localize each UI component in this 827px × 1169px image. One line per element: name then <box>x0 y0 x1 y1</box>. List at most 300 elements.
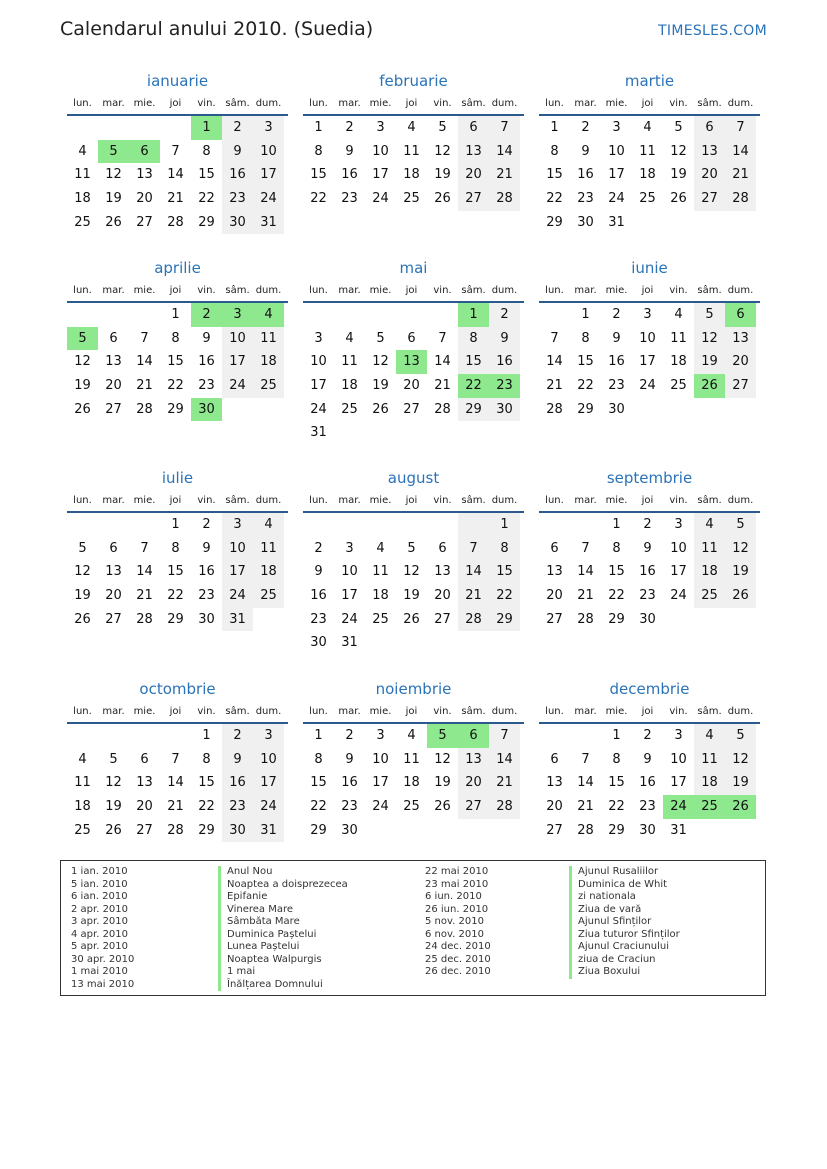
legend-entry: 4 apr. 2010 <box>71 928 129 940</box>
day-cell: 7 <box>438 330 447 346</box>
day-cell: 22 <box>577 378 594 394</box>
legend-entry: 2 apr. 2010 <box>71 903 129 915</box>
day-cell: 1 <box>171 517 180 532</box>
day-cell: 23 <box>198 588 215 604</box>
day-cell: 12 <box>725 537 756 561</box>
weekday-label: mar. <box>338 284 361 296</box>
day-cell: 5 <box>725 513 756 537</box>
weekday-label: mie. <box>605 284 628 296</box>
day-cell: 11 <box>639 143 656 159</box>
day-cell: 1 <box>581 307 590 322</box>
day-cell: 10 <box>670 751 687 767</box>
day-cell: 9 <box>345 143 354 159</box>
day-cell: 28 <box>458 608 489 632</box>
day-cell: 26 <box>725 584 756 608</box>
day-cell: 31 <box>310 425 327 441</box>
day-cell: 19 <box>105 799 122 815</box>
weekday-label: vin. <box>433 494 452 506</box>
day-cell: 9 <box>489 327 520 351</box>
day-cell: 10 <box>608 143 625 159</box>
day-cell: 16 <box>198 354 215 370</box>
day-cell: 10 <box>670 540 687 556</box>
month-name: februarie <box>379 72 448 90</box>
day-cell: 12 <box>74 354 91 370</box>
weekday-header <box>67 92 288 116</box>
day-cell: 28 <box>577 822 594 838</box>
empty-cell <box>489 421 520 445</box>
day-cell: 2 <box>643 728 652 743</box>
day-cell: 6 <box>140 751 149 767</box>
day-cell: 25 <box>253 374 284 398</box>
day-cell: 11 <box>670 330 687 346</box>
day-cell: 10 <box>310 354 327 370</box>
day-cell: 19 <box>434 167 451 183</box>
weekday-label: lun. <box>309 97 328 109</box>
weekday-label: vin. <box>669 705 688 717</box>
empty-cell <box>303 513 334 537</box>
day-cell: 4 <box>643 120 652 135</box>
day-cell: 28 <box>725 187 756 211</box>
day-cell: 14 <box>434 354 451 370</box>
day-cell: 10 <box>639 330 656 346</box>
empty-cell <box>67 724 98 748</box>
weekday-label: lun. <box>545 494 564 506</box>
day-cell: 26 <box>434 191 451 207</box>
day-cell: 15 <box>167 564 184 580</box>
day-cell: 19 <box>372 378 389 394</box>
day-cell: 2 <box>612 307 621 322</box>
day-cell: 27 <box>694 187 725 211</box>
day-cell: 4 <box>407 120 416 135</box>
empty-cell <box>458 819 489 843</box>
day-cell: 12 <box>434 751 451 767</box>
day-cell: 18 <box>403 775 420 791</box>
day-cell: 8 <box>581 330 590 346</box>
empty-cell <box>694 398 725 422</box>
day-cell: 28 <box>546 401 563 417</box>
weekday-header <box>67 489 288 513</box>
day-cell: 7 <box>171 751 180 767</box>
month-name: aprilie <box>154 259 201 277</box>
empty-cell <box>334 303 365 327</box>
day-cell: 24 <box>341 611 358 627</box>
day-cell: 8 <box>458 327 489 351</box>
empty-cell <box>67 116 98 140</box>
empty-cell <box>663 398 694 422</box>
empty-cell <box>539 724 570 748</box>
day-cell: 5 <box>725 724 756 748</box>
day-cell: 18 <box>341 378 358 394</box>
day-cell: 8 <box>314 143 323 159</box>
day-cell: 1 <box>612 517 621 532</box>
day-cell: 31 <box>608 214 625 230</box>
weekday-header <box>67 279 288 303</box>
day-cell: 5 <box>109 751 118 767</box>
day-cell: 15 <box>608 564 625 580</box>
weekday-label: sâm. <box>697 494 722 506</box>
day-cell: 3 <box>314 330 323 346</box>
day-cell: 15 <box>458 350 489 374</box>
day-cell: 2 <box>222 116 253 140</box>
empty-cell <box>694 819 725 843</box>
day-cell: 8 <box>612 540 621 556</box>
day-cell: 17 <box>372 167 389 183</box>
day-grid <box>303 116 524 211</box>
legend-entry: 13 mai 2010 <box>71 978 135 990</box>
legend-entry: 6 iun. 2010 <box>425 891 482 902</box>
empty-cell <box>365 819 396 843</box>
day-grid <box>303 513 524 655</box>
day-cell: 21 <box>167 799 184 815</box>
weekday-label: joi <box>641 494 654 506</box>
day-cell: 9 <box>345 751 354 767</box>
weekday-header <box>539 489 760 513</box>
weekday-label: mar. <box>102 494 125 506</box>
legend-entry: 30 apr. 2010 <box>71 953 135 965</box>
day-cell: 14 <box>577 564 594 580</box>
day-cell: 2 <box>222 724 253 748</box>
weekday-label: mie. <box>605 494 628 506</box>
day-cell: 15 <box>310 167 327 183</box>
day-cell: 10 <box>341 564 358 580</box>
legend-entry: Duminica de Whit <box>569 879 680 892</box>
day-cell: 1 <box>314 728 323 743</box>
empty-cell <box>458 421 489 445</box>
day-cell: 13 <box>434 564 451 580</box>
legend-entry: 6 nov. 2010 <box>425 928 484 940</box>
day-cell: 1 <box>458 303 489 327</box>
day-cell: 2 <box>489 303 520 327</box>
day-cell: 18 <box>639 167 656 183</box>
day-cell: 2 <box>314 540 323 556</box>
day-cell: 29 <box>198 822 215 838</box>
day-cell: 22 <box>167 378 184 394</box>
weekday-label: joi <box>405 284 418 296</box>
day-cell: 4 <box>253 303 284 327</box>
day-cell: 26 <box>725 795 756 819</box>
day-cell: 19 <box>694 350 725 374</box>
day-cell: 21 <box>725 163 756 187</box>
empty-cell <box>98 513 129 537</box>
day-cell: 25 <box>670 378 687 394</box>
day-cell: 17 <box>310 378 327 394</box>
day-cell: 7 <box>489 724 520 748</box>
empty-cell <box>67 303 98 327</box>
weekday-header <box>303 92 524 116</box>
empty-cell <box>663 608 694 632</box>
day-cell: 4 <box>253 513 284 537</box>
day-cell: 24 <box>663 795 694 819</box>
day-cell: 27 <box>105 401 122 417</box>
brand-link[interactable]: TIMESLES.COM <box>658 23 767 39</box>
month-noiembrie <box>303 678 524 842</box>
day-cell: 24 <box>222 374 253 398</box>
empty-cell <box>365 631 396 655</box>
legend-entry: Noaptea Walpurgis <box>218 954 348 967</box>
day-cell: 16 <box>198 564 215 580</box>
day-cell: 6 <box>458 724 489 748</box>
day-cell: 30 <box>489 398 520 422</box>
weekday-label: vin. <box>197 284 216 296</box>
day-cell: 3 <box>612 120 621 135</box>
weekday-label: dum. <box>255 494 282 506</box>
empty-cell <box>427 631 458 655</box>
empty-cell <box>427 513 458 537</box>
day-cell: 7 <box>725 116 756 140</box>
empty-cell <box>365 513 396 537</box>
day-grid <box>67 303 288 421</box>
day-cell: 24 <box>608 191 625 207</box>
day-cell: 11 <box>694 537 725 561</box>
weekday-label: sâm. <box>225 97 250 109</box>
empty-cell <box>725 211 756 235</box>
weekday-label: joi <box>169 705 182 717</box>
month-octombrie <box>67 678 288 842</box>
day-cell: 27 <box>546 611 563 627</box>
day-cell: 18 <box>670 354 687 370</box>
day-cell: 26 <box>74 401 91 417</box>
day-cell: 20 <box>694 163 725 187</box>
day-cell: 21 <box>577 588 594 604</box>
day-cell: 11 <box>253 537 284 561</box>
day-cell: 19 <box>74 378 91 394</box>
day-cell: 29 <box>608 822 625 838</box>
day-cell: 19 <box>725 771 756 795</box>
day-cell: 14 <box>167 775 184 791</box>
day-cell: 8 <box>171 330 180 346</box>
empty-cell <box>160 724 191 748</box>
weekday-label: joi <box>641 97 654 109</box>
legend-entry: Ajunul Sfinților <box>569 916 680 929</box>
month-name: iulie <box>161 469 194 487</box>
empty-cell <box>129 724 160 748</box>
day-cell: 12 <box>694 327 725 351</box>
day-cell: 9 <box>202 330 211 346</box>
day-cell: 16 <box>608 354 625 370</box>
day-cell: 28 <box>136 611 153 627</box>
day-cell: 30 <box>310 635 327 651</box>
day-cell: 3 <box>643 307 652 322</box>
day-grid <box>67 116 288 234</box>
day-cell: 28 <box>489 795 520 819</box>
day-cell: 15 <box>608 775 625 791</box>
day-cell: 17 <box>222 560 253 584</box>
day-cell: 13 <box>136 167 153 183</box>
weekday-label: mar. <box>338 705 361 717</box>
empty-cell <box>222 398 253 422</box>
day-cell: 20 <box>725 350 756 374</box>
day-cell: 21 <box>167 191 184 207</box>
legend-entry: 24 dec. 2010 <box>425 941 491 952</box>
legend-entry: Ziua Boxului <box>569 966 680 979</box>
day-cell: 16 <box>577 167 594 183</box>
weekday-label: lun. <box>545 284 564 296</box>
day-cell: 25 <box>694 795 725 819</box>
day-cell: 13 <box>105 564 122 580</box>
legend-entry: Lunea Paștelui <box>218 941 348 954</box>
day-cell: 23 <box>608 378 625 394</box>
day-cell: 14 <box>167 167 184 183</box>
day-cell: 17 <box>253 771 284 795</box>
day-cell: 4 <box>78 751 87 767</box>
day-cell: 16 <box>310 588 327 604</box>
day-cell: 18 <box>253 350 284 374</box>
legend-entry: Înălțarea Domnului <box>218 979 348 992</box>
month-mai <box>303 257 524 445</box>
legend-entry: Ajunul Rusaliilor <box>569 866 680 879</box>
empty-cell <box>334 513 365 537</box>
day-cell: 24 <box>253 795 284 819</box>
legend-entry: 3 apr. 2010 <box>71 916 129 927</box>
legend-entry: 1 ian. 2010 <box>71 866 128 877</box>
day-cell: 30 <box>639 611 656 627</box>
day-cell: 14 <box>725 140 756 164</box>
day-cell: 14 <box>136 564 153 580</box>
weekday-label: sâm. <box>461 97 486 109</box>
weekday-label: vin. <box>197 705 216 717</box>
day-cell: 22 <box>458 374 489 398</box>
weekday-label: lun. <box>545 97 564 109</box>
day-cell: 23 <box>222 795 253 819</box>
empty-cell <box>334 421 365 445</box>
day-cell: 15 <box>577 354 594 370</box>
weekday-label: vin. <box>197 494 216 506</box>
day-cell: 23 <box>577 191 594 207</box>
weekday-label: lun. <box>73 705 92 717</box>
empty-cell <box>160 116 191 140</box>
day-cell: 6 <box>725 303 756 327</box>
legend-names-col-1 <box>218 866 348 991</box>
day-cell: 31 <box>253 211 284 235</box>
day-cell: 21 <box>577 799 594 815</box>
day-cell: 4 <box>345 330 354 346</box>
month-martie <box>539 70 760 234</box>
day-cell: 30 <box>222 819 253 843</box>
legend-entry: Epifanie <box>218 891 348 904</box>
day-cell: 20 <box>434 588 451 604</box>
legend-entry: 1 mai <box>218 966 348 979</box>
weekday-label: joi <box>169 97 182 109</box>
weekday-label: mar. <box>574 494 597 506</box>
weekday-label: dum. <box>255 705 282 717</box>
holiday-legend <box>60 860 766 996</box>
legend-entry: Ziua tuturor Sfinților <box>569 929 680 942</box>
weekday-label: mie. <box>369 97 392 109</box>
day-cell: 8 <box>612 751 621 767</box>
weekday-label: dum. <box>255 284 282 296</box>
day-cell: 12 <box>434 143 451 159</box>
day-cell: 22 <box>198 799 215 815</box>
day-grid <box>67 513 288 631</box>
month-name: iunie <box>631 259 668 277</box>
day-cell: 9 <box>643 751 652 767</box>
empty-cell <box>98 724 129 748</box>
day-cell: 22 <box>546 191 563 207</box>
day-cell: 8 <box>202 143 211 159</box>
day-cell: 11 <box>341 354 358 370</box>
day-cell: 12 <box>74 564 91 580</box>
legend-entry: 5 ian. 2010 <box>71 878 128 890</box>
day-cell: 26 <box>372 401 389 417</box>
day-cell: 26 <box>670 191 687 207</box>
day-cell: 3 <box>376 120 385 135</box>
month-ianuarie <box>67 70 288 234</box>
day-cell: 2 <box>345 728 354 743</box>
day-cell: 28 <box>434 401 451 417</box>
day-cell: 9 <box>314 564 323 580</box>
day-cell: 12 <box>670 143 687 159</box>
day-grid <box>303 724 524 842</box>
day-cell: 10 <box>222 327 253 351</box>
weekday-label: sâm. <box>697 705 722 717</box>
day-cell: 24 <box>372 799 389 815</box>
month-name: noiembrie <box>375 680 452 698</box>
day-cell: 25 <box>253 584 284 608</box>
day-cell: 21 <box>546 378 563 394</box>
day-cell: 6 <box>407 330 416 346</box>
weekday-label: joi <box>169 494 182 506</box>
day-cell: 20 <box>458 771 489 795</box>
day-cell: 2 <box>345 120 354 135</box>
weekday-label: vin. <box>433 705 452 717</box>
weekday-label: lun. <box>73 284 92 296</box>
day-cell: 21 <box>434 378 451 394</box>
day-cell: 9 <box>581 143 590 159</box>
day-cell: 12 <box>105 775 122 791</box>
day-cell: 7 <box>458 537 489 561</box>
day-cell: 4 <box>674 307 683 322</box>
day-cell: 9 <box>222 748 253 772</box>
day-cell: 23 <box>310 611 327 627</box>
day-cell: 13 <box>546 775 563 791</box>
empty-cell <box>489 631 520 655</box>
empty-cell <box>725 398 756 422</box>
weekday-label: mar. <box>574 284 597 296</box>
day-cell: 15 <box>310 775 327 791</box>
weekday-label: mar. <box>102 284 125 296</box>
weekday-label: sâm. <box>697 284 722 296</box>
day-cell: 9 <box>222 140 253 164</box>
day-cell: 25 <box>74 822 91 838</box>
day-cell: 31 <box>253 819 284 843</box>
empty-cell <box>396 513 427 537</box>
legend-entry: zi nationala <box>569 891 680 904</box>
day-cell: 7 <box>140 330 149 346</box>
day-cell: 14 <box>136 354 153 370</box>
weekday-label: vin. <box>197 97 216 109</box>
day-cell: 13 <box>694 140 725 164</box>
day-cell: 18 <box>694 771 725 795</box>
day-cell: 7 <box>489 116 520 140</box>
month-name: octombrie <box>139 680 216 698</box>
weekday-label: joi <box>405 705 418 717</box>
weekday-label: mie. <box>605 705 628 717</box>
empty-cell <box>632 211 663 235</box>
day-cell: 13 <box>458 748 489 772</box>
weekday-label: joi <box>641 284 654 296</box>
month-name: ianuarie <box>146 72 209 90</box>
day-cell: 4 <box>694 513 725 537</box>
day-cell: 10 <box>253 140 284 164</box>
day-cell: 5 <box>98 140 129 164</box>
day-cell: 29 <box>458 398 489 422</box>
weekday-label: mie. <box>133 284 156 296</box>
day-cell: 14 <box>489 140 520 164</box>
weekday-label: mar. <box>102 705 125 717</box>
day-cell: 17 <box>670 775 687 791</box>
day-cell: 22 <box>310 799 327 815</box>
day-cell: 17 <box>341 588 358 604</box>
